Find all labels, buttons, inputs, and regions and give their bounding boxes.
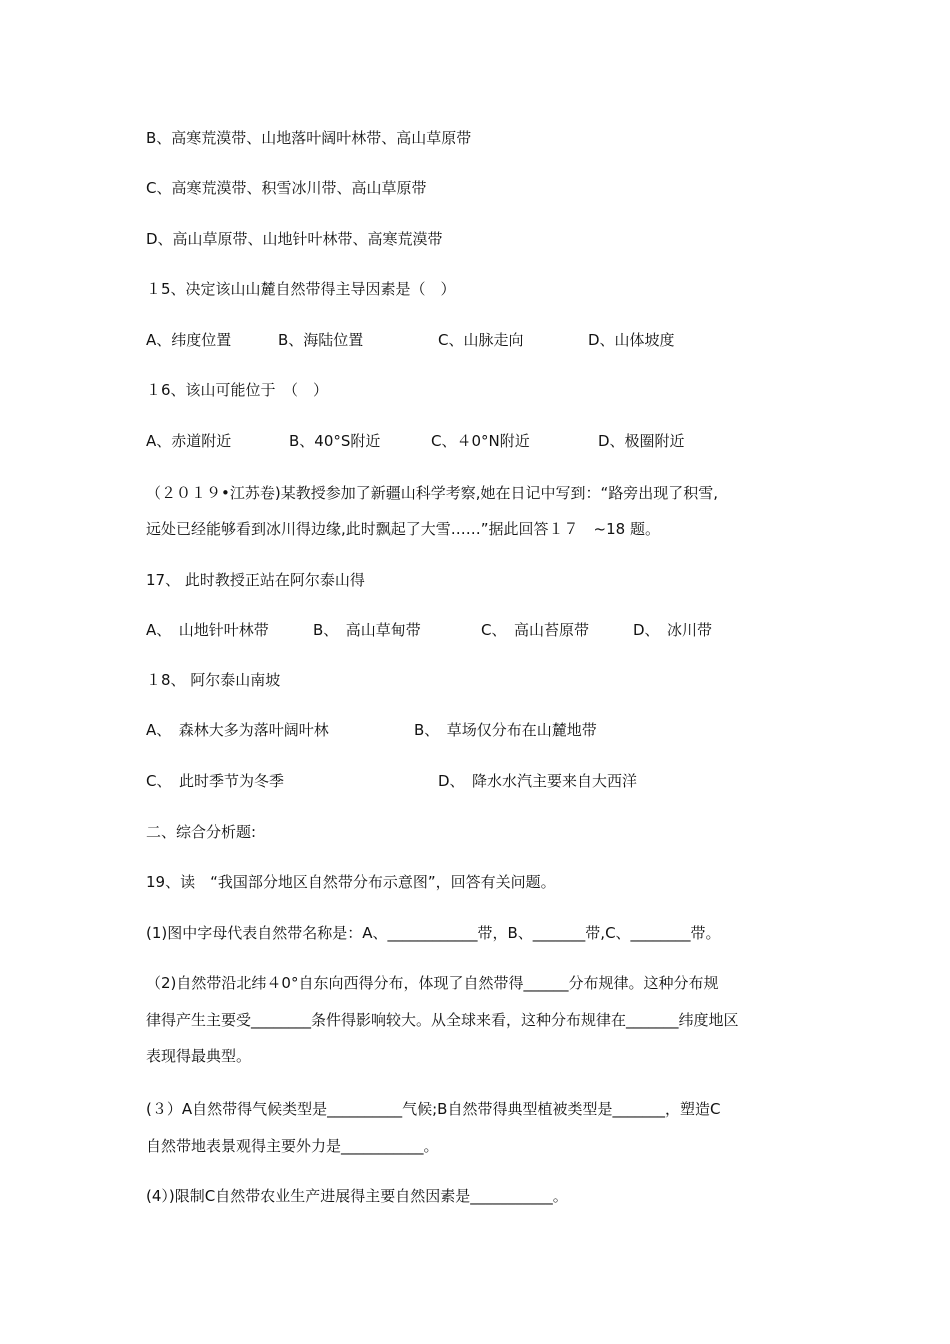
q15-option-c: C、山脉走向	[438, 331, 524, 349]
q15-option-b: B、海陆位置	[278, 331, 364, 349]
q16-option-a: A、赤道附近	[146, 432, 232, 450]
q15-stem: １5、决定该山山麓自然带得主导因素是（ ）	[146, 280, 456, 298]
q19-part-1: (1)图中字母代表自然带名称是：A、____________带，B、_______带,C、________带。	[146, 924, 721, 942]
q15-option-d: D、山体坡度	[588, 331, 675, 349]
q14-option-d: D、高山草原带、山地针叶林带、高寒荒漠带	[146, 230, 443, 248]
q14-option-b: B、高寒荒漠带、山地落叶阔叶林带、高山草原带	[146, 129, 472, 147]
q17-option-c: C、 高山苔原带	[481, 621, 589, 639]
q19-part-3-line-1: (３）A自然带得气候类型是__________气候;B自然带得典型植被类型是_______，塑造C	[146, 1100, 721, 1118]
q19-part-2-line-2: 律得产生主要受________条件得影响较大。从全球来看，这种分布规律在_______纬度地区	[146, 1011, 739, 1029]
q17-option-a: A、 山地针叶林带	[146, 621, 269, 639]
section-2-title: 二、综合分析题:	[146, 823, 257, 841]
q17-option-b: B、 高山草甸带	[313, 621, 421, 639]
passage-line-1: （２０１９•江苏卷)某教授参加了新疆山科学考察,她在日记中写到：“路旁出现了积雪,	[146, 484, 719, 502]
q19-part-2-line-1: （2)自然带沿北纬４0°自东向西得分布，体现了自然带得______分布规律。这种分布规	[146, 974, 719, 992]
q18-option-d: D、 降水水汽主要来自大西洋	[438, 772, 638, 790]
q19-part-4: (4）)限制C自然带农业生产进展得主要自然因素是___________。	[146, 1187, 568, 1205]
q19-stem: 19、读 “我国部分地区自然带分布示意图”，回答有关问题。	[146, 873, 556, 891]
q19-part-3-line-2: 自然带地表景观得主要外力是___________。	[146, 1137, 439, 1155]
q16-option-b: B、40°S附近	[289, 432, 381, 450]
q18-option-c: C、 此时季节为冬季	[146, 772, 284, 790]
q16-stem: １6、该山可能位于 （ ）	[146, 381, 329, 399]
q16-option-d: D、极圈附近	[598, 432, 685, 450]
passage-line-2: 远处已经能够看到冰川得边缘,此时飘起了大雪……”据此回答１７ ~18 题。	[146, 520, 660, 538]
q17-option-d: D、 冰川带	[633, 621, 713, 639]
q15-option-a: A、纬度位置	[146, 331, 232, 349]
q18-option-b: B、 草场仅分布在山麓地带	[414, 721, 597, 739]
q14-option-c: C、高寒荒漠带、积雪冰川带、高山草原带	[146, 179, 427, 197]
q19-part-2-line-3: 表现得最典型。	[146, 1047, 252, 1065]
q16-option-c: C、４0°N附近	[431, 432, 530, 450]
q18-stem: １8、 阿尔泰山南坡	[146, 671, 281, 689]
q18-option-a: A、 森林大多为落叶阔叶林	[146, 721, 329, 739]
q17-stem: 17、 此时教授正站在阿尔泰山得	[146, 571, 365, 589]
